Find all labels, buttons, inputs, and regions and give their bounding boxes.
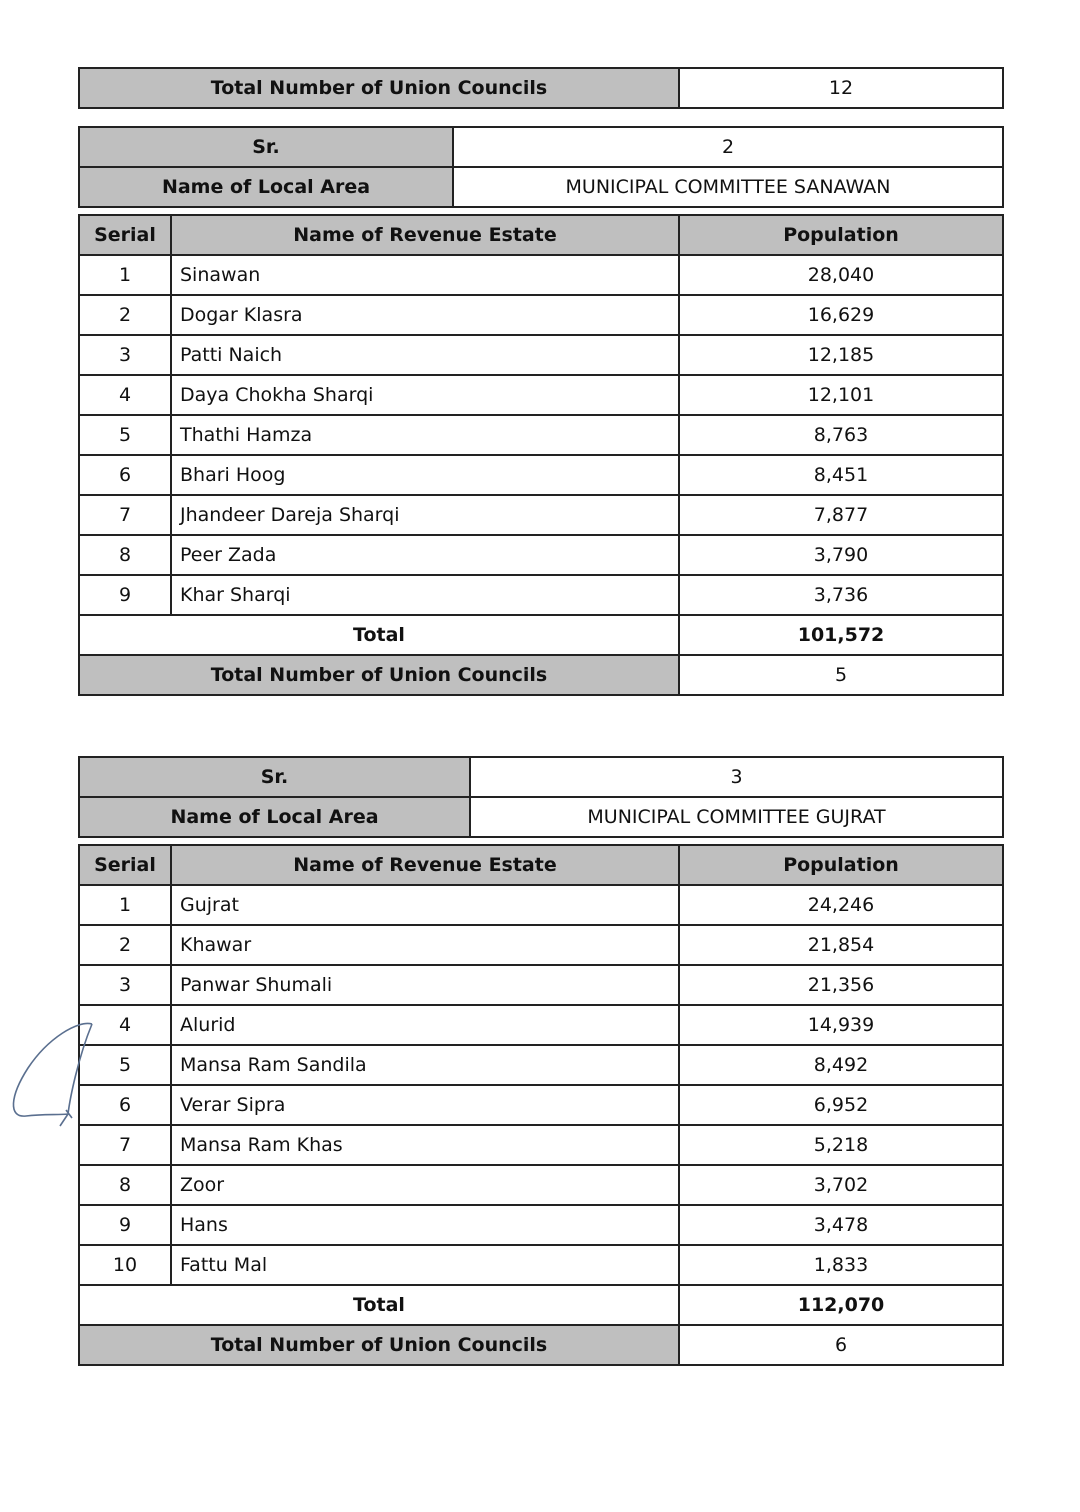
table-header-row [79,215,1003,255]
serial-cell: 4 [79,375,171,415]
table-row [79,1165,1003,1205]
sr-row [79,127,1003,167]
section-info-table-gujrat [78,756,1004,838]
revenue-estate-table-sanawan [78,214,1004,696]
estate-name-cell: Alurid [171,1005,679,1045]
serial-cell: 5 [79,415,171,455]
sr-row [79,757,1003,797]
total-label: Total [79,615,679,655]
sr-value: 2 [453,127,1003,167]
union-councils-label: Total Number of Union Councils [79,655,679,695]
total-row [79,615,1003,655]
serial-cell: 7 [79,1125,171,1165]
population-cell: 6,952 [679,1085,1003,1125]
local-area-label: Name of Local Area [79,797,470,837]
estate-name-cell: Hans [171,1205,679,1245]
serial-cell: 9 [79,1205,171,1245]
table-row [79,575,1003,615]
table-row [79,1205,1003,1245]
union-councils-fragment-table [78,67,1004,109]
revenue-estate-table-gujrat [78,844,1004,1366]
table-row [79,1085,1003,1125]
estate-name-cell: Mansa Ram Khas [171,1125,679,1165]
signature-mark [8,1018,98,1133]
population-cell: 8,492 [679,1045,1003,1085]
population-cell: 1,833 [679,1245,1003,1285]
serial-cell: 8 [79,535,171,575]
population-cell: 3,478 [679,1205,1003,1245]
population-cell: 21,854 [679,925,1003,965]
population-cell: 24,246 [679,885,1003,925]
local-area-row [79,797,1003,837]
estate-name-cell: Fattu Mal [171,1245,679,1285]
table-row [79,455,1003,495]
union-councils-value: 12 [679,68,1003,108]
table-body [79,255,1003,615]
table-row [79,1005,1003,1045]
population-cell: 12,185 [679,335,1003,375]
table-row [79,335,1003,375]
table-row [79,415,1003,455]
column-header-population: Population [679,845,1003,885]
estate-name-cell: Mansa Ram Sandila [171,1045,679,1085]
serial-cell: 3 [79,335,171,375]
table-row [79,375,1003,415]
local-area-value: MUNICIPAL COMMITTEE GUJRAT [470,797,1003,837]
estate-name-cell: Gujrat [171,885,679,925]
union-councils-value: 5 [679,655,1003,695]
table-row [79,1245,1003,1285]
serial-cell: 6 [79,455,171,495]
union-councils-value: 6 [679,1325,1003,1365]
union-councils-label: Total Number of Union Councils [79,1325,679,1365]
serial-cell: 4 [79,1005,171,1045]
estate-name-cell: Bhari Hoog [171,455,679,495]
serial-cell: 2 [79,925,171,965]
section-info-table-sanawan [78,126,1004,208]
serial-cell: 8 [79,1165,171,1205]
estate-name-cell: Zoor [171,1165,679,1205]
sr-value: 3 [470,757,1003,797]
table-row [79,295,1003,335]
serial-cell: 3 [79,965,171,1005]
table-row [79,495,1003,535]
population-cell: 28,040 [679,255,1003,295]
serial-cell: 6 [79,1085,171,1125]
column-header-serial: Serial [79,845,171,885]
total-row [79,1285,1003,1325]
estate-name-cell: Thathi Hamza [171,415,679,455]
population-cell: 21,356 [679,965,1003,1005]
population-cell: 3,736 [679,575,1003,615]
population-cell: 8,763 [679,415,1003,455]
table-row [79,255,1003,295]
serial-cell: 10 [79,1245,171,1285]
population-cell: 7,877 [679,495,1003,535]
sr-label: Sr. [79,127,453,167]
estate-name-cell: Sinawan [171,255,679,295]
local-area-label: Name of Local Area [79,167,453,207]
estate-name-cell: Peer Zada [171,535,679,575]
population-cell: 5,218 [679,1125,1003,1165]
table-header-row [79,845,1003,885]
column-header-name: Name of Revenue Estate [171,845,679,885]
estate-name-cell: Verar Sipra [171,1085,679,1125]
population-cell: 3,702 [679,1165,1003,1205]
table-row [79,925,1003,965]
serial-cell: 1 [79,255,171,295]
estate-name-cell: Dogar Klasra [171,295,679,335]
table-row [79,1125,1003,1165]
estate-name-cell: Jhandeer Dareja Sharqi [171,495,679,535]
local-area-row [79,167,1003,207]
column-header-serial: Serial [79,215,171,255]
population-cell: 12,101 [679,375,1003,415]
estate-name-cell: Khawar [171,925,679,965]
union-councils-row [79,655,1003,695]
estate-name-cell: Patti Naich [171,335,679,375]
union-councils-label: Total Number of Union Councils [79,68,679,108]
estate-name-cell: Daya Chokha Sharqi [171,375,679,415]
serial-cell: 1 [79,885,171,925]
estate-name-cell: Panwar Shumali [171,965,679,1005]
table-row [79,1045,1003,1085]
serial-cell: 5 [79,1045,171,1085]
total-value: 101,572 [679,615,1003,655]
total-value: 112,070 [679,1285,1003,1325]
table-row [79,885,1003,925]
column-header-name: Name of Revenue Estate [171,215,679,255]
population-cell: 14,939 [679,1005,1003,1045]
total-label: Total [79,1285,679,1325]
local-area-value: MUNICIPAL COMMITTEE SANAWAN [453,167,1003,207]
population-cell: 8,451 [679,455,1003,495]
table-body [79,885,1003,1285]
table-row [79,535,1003,575]
column-header-population: Population [679,215,1003,255]
population-cell: 16,629 [679,295,1003,335]
sr-label: Sr. [79,757,470,797]
serial-cell: 2 [79,295,171,335]
population-cell: 3,790 [679,535,1003,575]
union-councils-row [79,1325,1003,1365]
table-row [79,965,1003,1005]
serial-cell: 7 [79,495,171,535]
serial-cell: 9 [79,575,171,615]
estate-name-cell: Khar Sharqi [171,575,679,615]
union-councils-row [79,68,1003,108]
